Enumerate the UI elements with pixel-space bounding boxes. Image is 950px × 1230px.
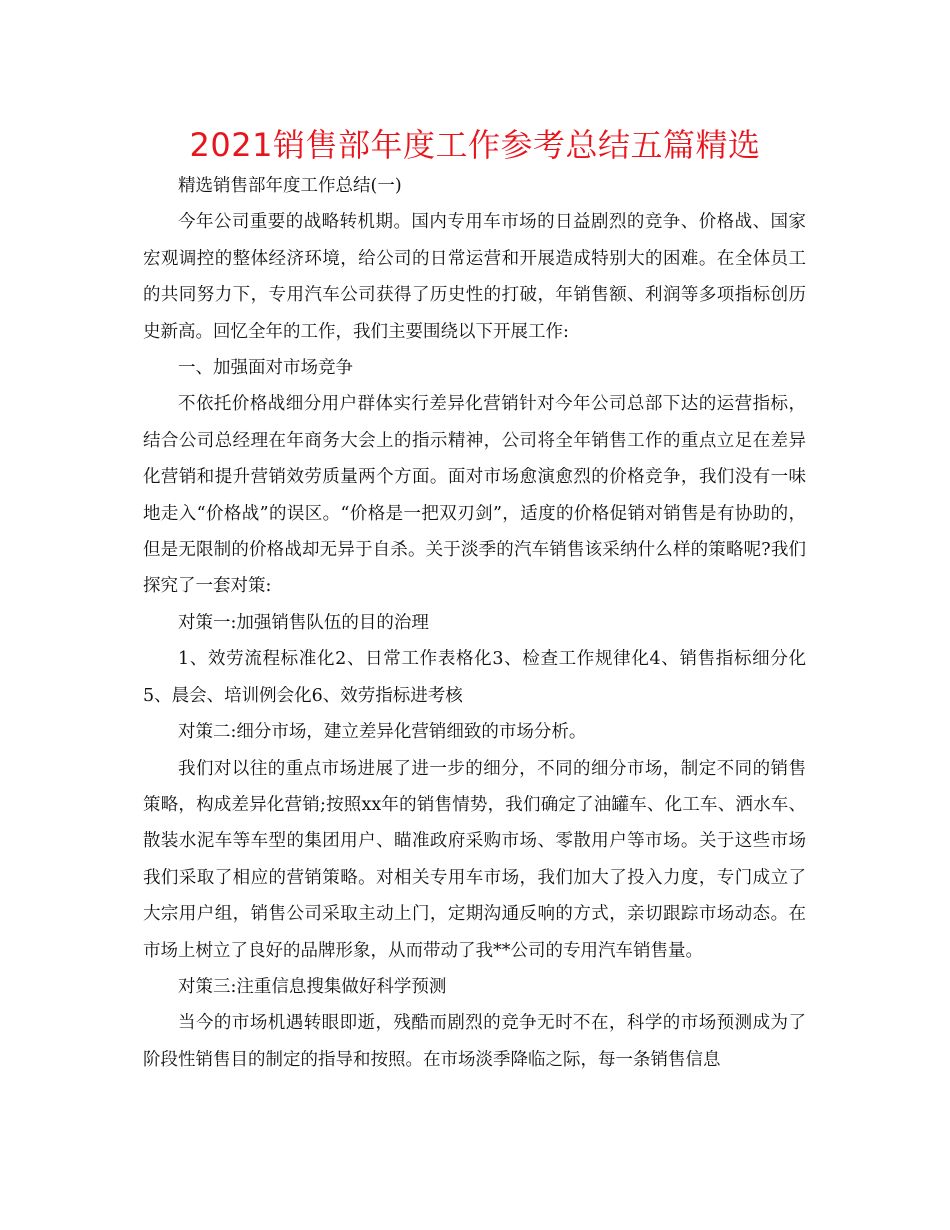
paragraph: 今年公司重要的战略转机期。国内专用车市场的日益剧烈的竞争、价格战、国家宏观调控的整体经济环境，给公司的日常运营和开展造成特别大的困难。在全体员工的共同努力下，专用汽车公司获得了历史性的打破，年销售额、利润等多项指标创历史新高。回忆全年的工作，我们主要围绕以下开展工作: [143,212,806,342]
paragraph: 不依托价格战细分用户群体实行差异化营销针对今年公司总部下达的运营指标，结合公司总经理在年商务大会上的指示精神，公司将全年销售工作的重点立足在差异化营销和提升营销效劳质量两个方面。面对市场愈演愈烈的价格竞争，我们没有一味地走入“价格战”的误区。“价格是一把双刃剑”，适度的价格促销对销售是有协助的，但是无限制的价格战却无异于自杀。关于淡季的汽车销售该采纳什么样的策略呢?我们探究了一套对策: [143,394,806,597]
strategy-heading: 对策一:加强销售队伍的目的治理 [178,612,429,633]
paragraph: 当今的市场机遇转眼即逝，残酷而剧烈的竞争无时不在，科学的市场预测成为了阶段性销售目的制定的指导和按照。在市场淡季降临之际，每一条销售信息 [143,1013,806,1070]
document-title: 2021销售部年度工作参考总结五篇精选 [189,126,761,164]
section-heading: 一、加强面对市场竞争 [178,358,353,379]
section-subtitle: 精选销售部年度工作总结(一) [178,176,402,196]
paragraph: 1、效劳流程标准化2、日常工作表格化3、检查工作规律化4、销售指标细分化5、晨会、培训例会化6、效劳指标进考核 [143,649,806,706]
strategy-heading: 对策三:注重信息搜集做好科学预测 [178,976,447,997]
document-body [143,168,806,1078]
strategy-heading: 对策二:细分市场，建立差异化营销细致的市场分析。 [178,722,587,743]
paragraph: 我们对以往的重点市场进展了进一步的细分，不同的细分市场，制定不同的销售策略，构成差异化营销;按照xx年的销售情势，我们确定了油罐车、化工车、洒水车、散装水泥车等车型的集团用户、瞄准政府采购市场、零散用户等市场。关于这些市场我们采取了相应的营销策略。对相关专用车市场，我们加大了投入力度，专门成立了大宗用户组，销售公司采取主动上门，定期沟通反响的方式，亲切跟踪市场动态。在市场上树立了良好的品牌形象，从而带动了我**公司的专用汽车销售量。 [143,758,806,961]
